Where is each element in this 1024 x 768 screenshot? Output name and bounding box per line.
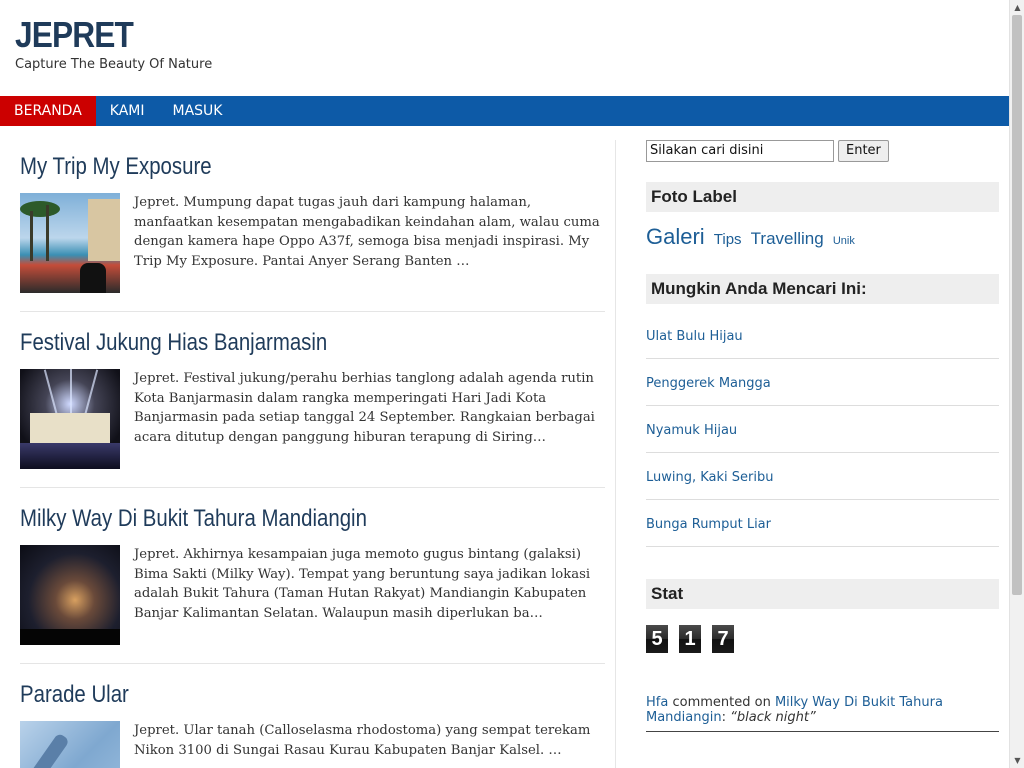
- post-excerpt: Jepret. Festival jukung/perahu berhias tanglong adalah agenda rutin Kota Banjarmasin dalam rangka memperingati Hari Jadi Kota Banjarmasin pada setiap tanggal 24 September. Rangkaian berbagai acara ditutup dengan panggung hiburan terapung di Siring…: [134, 371, 595, 445]
- post-excerpt: Jepret. Akhirnya kesampaian juga memoto gugus bintang (galaksi) Bima Sakti (Milky Way). Tempat yang beruntung saya jadikan lokasi adalah Bukit Tahura (Taman Hutan Rakyat) Mandiangin Kabupaten Banjar Kalimantan Selatan. Walaupun masih diperlukan ba…: [134, 547, 591, 621]
- post-body: [20, 721, 605, 768]
- recent-comment: Hfa commented on Milky Way Di Bukit Tahura Mandiangin: “black night”: [646, 695, 999, 732]
- post-item: [20, 502, 605, 664]
- label-link[interactable]: Tips: [713, 231, 742, 248]
- nav-item-beranda[interactable]: BERANDA: [0, 96, 96, 126]
- scroll-down-icon[interactable]: ▼: [1014, 756, 1021, 765]
- nav-item-kami[interactable]: KAMI: [109, 103, 145, 119]
- post-title[interactable]: Parade Ular: [20, 681, 129, 708]
- post-item: [20, 150, 605, 312]
- beach-photo-icon[interactable]: [20, 193, 120, 293]
- list-item[interactable]: Bunga Rumput Liar: [646, 500, 999, 547]
- widget-title: Stat: [646, 579, 999, 609]
- counter-digit: 5: [646, 625, 668, 653]
- search-suggest-widget: [646, 274, 999, 547]
- comment-author[interactable]: Hfa: [646, 695, 669, 710]
- post-item: [20, 326, 605, 488]
- post-body: [20, 369, 605, 469]
- post-body: [20, 193, 605, 293]
- scroll-thumb[interactable]: [1012, 15, 1022, 595]
- scrollbar[interactable]: [1009, 0, 1024, 768]
- post-item: [20, 678, 605, 768]
- counter-digit: 1: [679, 625, 701, 653]
- milky-way-photo-icon[interactable]: [20, 545, 120, 645]
- post-excerpt: Jepret. Ular tanah (Calloselasma rhodostoma) yang sempat terekam Nikon 3100 di Sungai Rasau Kurau Kabupaten Banjar Kalsel. …: [134, 723, 591, 758]
- snake-photo-icon[interactable]: [20, 721, 120, 768]
- label-widget: [646, 182, 999, 254]
- comment-quote: “black night”: [730, 710, 816, 725]
- column-divider: [615, 140, 616, 768]
- widget-title: Mungkin Anda Mencari Ini:: [646, 274, 999, 304]
- list-item[interactable]: Ulat Bulu Hijau: [646, 312, 999, 359]
- site-header: [0, 0, 1009, 96]
- sidebar: [646, 139, 999, 732]
- site-title[interactable]: JEPRET: [15, 14, 133, 55]
- post-title[interactable]: My Trip My Exposure: [20, 153, 212, 180]
- comment-post-link[interactable]: Milky Way Di Bukit Tahura Mandiangin: [646, 695, 943, 725]
- suggest-list: [646, 312, 999, 547]
- stat-counter: [646, 625, 999, 653]
- list-item[interactable]: Luwing, Kaki Seribu: [646, 453, 999, 500]
- main-nav: [0, 96, 1009, 126]
- label-link[interactable]: Travelling: [750, 229, 824, 248]
- post-title[interactable]: Milky Way Di Bukit Tahura Mandiangin: [20, 505, 367, 532]
- search-input[interactable]: [646, 140, 834, 162]
- comment-verb: commented on: [672, 695, 771, 710]
- stat-widget: [646, 579, 999, 653]
- counter-digit: 7: [712, 625, 734, 653]
- search-button[interactable]: Enter: [838, 140, 889, 162]
- list-item[interactable]: Nyamuk Hijau: [646, 406, 999, 453]
- label-link[interactable]: Galeri: [646, 224, 705, 249]
- post-list: [20, 140, 605, 768]
- label-link[interactable]: Unik: [832, 235, 855, 247]
- post-title[interactable]: Festival Jukung Hias Banjarmasin: [20, 329, 328, 356]
- post-body: [20, 545, 605, 645]
- widget-title: Foto Label: [646, 182, 999, 212]
- festival-photo-icon[interactable]: [20, 369, 120, 469]
- search-form: [646, 139, 999, 162]
- label-cloud: [646, 224, 999, 254]
- nav-item-masuk[interactable]: MASUK: [172, 103, 223, 119]
- list-item[interactable]: Penggerek Mangga: [646, 359, 999, 406]
- scroll-up-icon[interactable]: ▲: [1014, 3, 1021, 12]
- post-excerpt: Jepret. Mumpung dapat tugas jauh dari kampung halaman, manfaatkan kesempatan mengabadikan keindahan alam, walau cuma dengan kamera hape Oppo A37f, semoga bisa menjadi inspirasi. My Trip My Exposure. Pantai Anyer Serang Banten …: [134, 195, 600, 269]
- site-tagline: Capture The Beauty Of Nature: [15, 57, 213, 72]
